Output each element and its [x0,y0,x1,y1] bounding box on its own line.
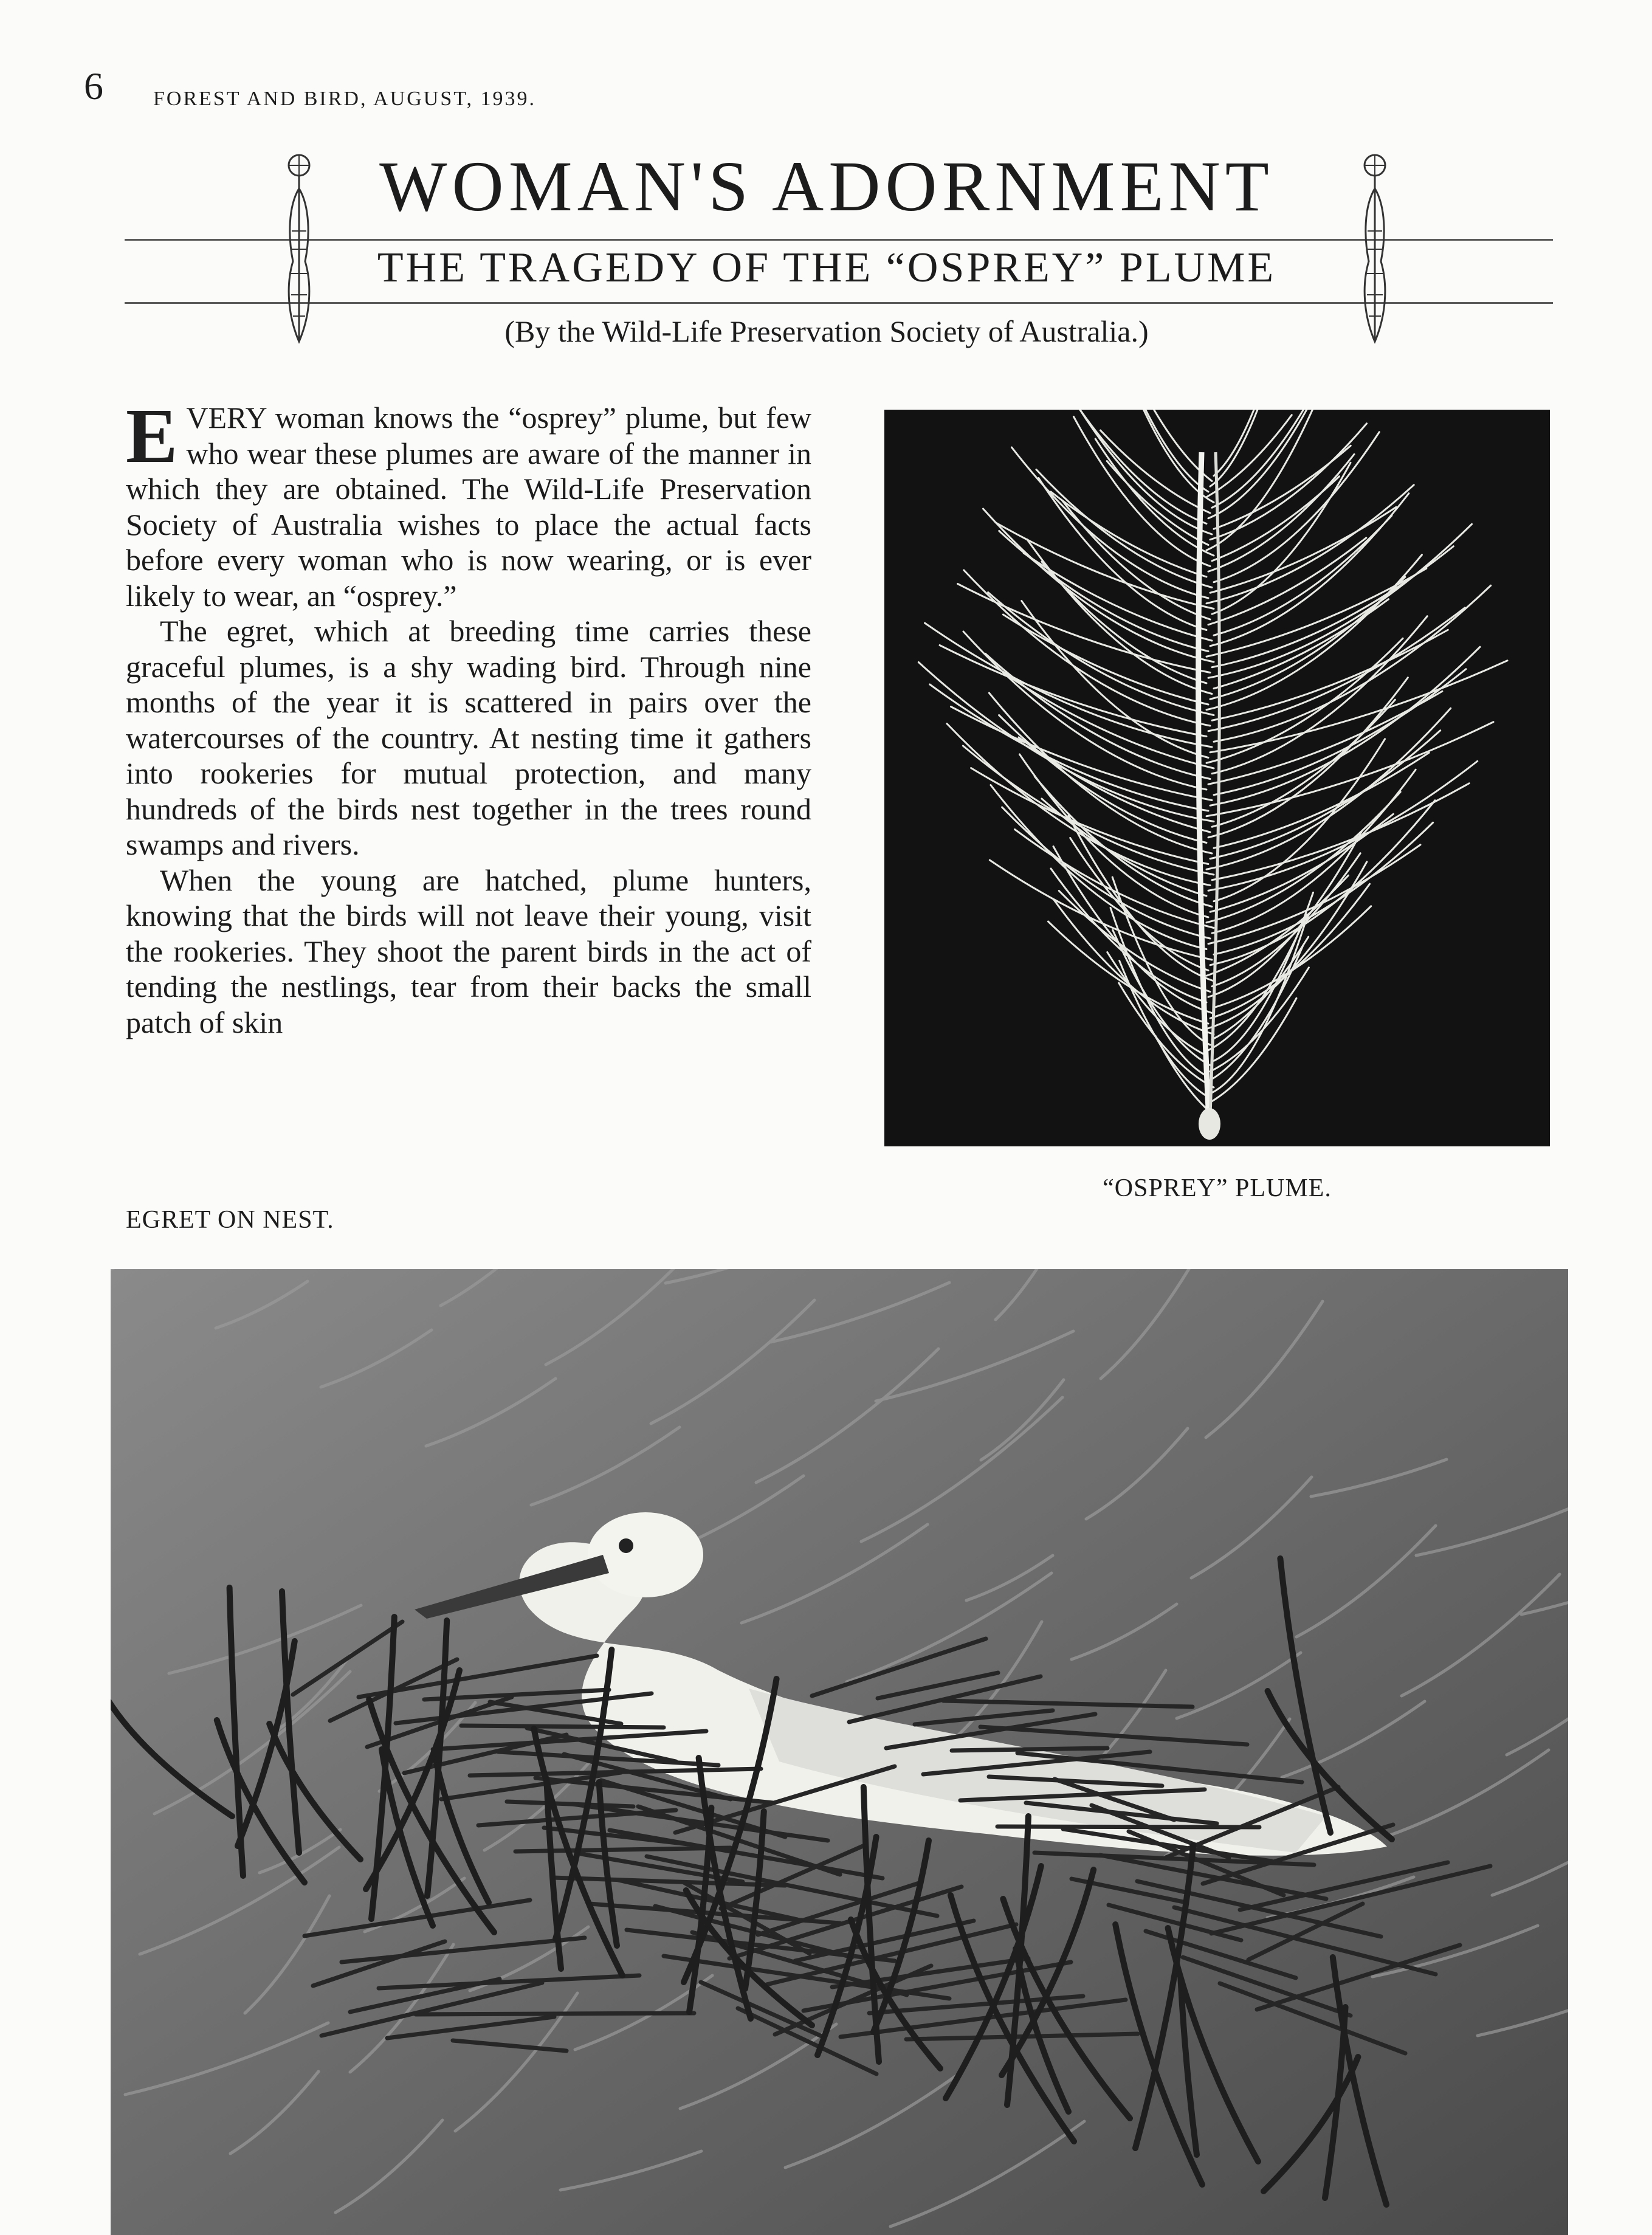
article-title: WOMAN'S ADORNMENT [379,146,1274,226]
page-number: 6 [84,64,103,108]
paragraph-3: When the young are hatched, plume hunters, knowing that the birds will not leave their young, visit the rookeries. They shoot the parent birds in the act of tending the nestlings, tear from their backs the small patch of skin [126,863,811,1039]
running-head: FOREST AND BIRD, AUGUST, 1939. [153,88,536,110]
paragraph-1-text: VERY woman knows the “osprey” plume, but few who wear these plumes are aware of the manner in which they are obtained. The Wild-Life Preservation Society of Australia wishes to place the actual facts before every woman who is now wearing, or is ever likely to wear, an “osprey.” [126,401,811,613]
article-subtitle: THE TRAGEDY OF THE “OSPREY” PLUME [328,247,1325,289]
osprey-plume-photo [884,410,1550,1146]
paragraph-2: The egret, which at breeding time carries these graceful plumes, is a shy wading bird. Through nine months of the year it is scattered in pairs over the watercourses of the country. At nesting time it gathers into rookeries for mutual protection, and many hundreds of the birds nest together in the trees round swamps and rivers. [126,614,811,861]
article-body [126,393,811,1040]
article-byline: (By the Wild-Life Preservation Society of Australia.) [504,314,1149,348]
nest-twig [952,1748,1107,1751]
egret-caption: EGRET ON NEST. [126,1206,334,1234]
paragraph-1 [126,393,811,613]
egret-on-nest-photo [111,1269,1568,2235]
nest-twig [461,1726,664,1727]
left-ornament-icon [275,152,323,346]
right-ornament-icon [1351,152,1399,346]
header-rule-bottom [125,302,1553,304]
nest-twig [416,2013,694,2014]
drop-cap: E [126,393,178,479]
header-rule-top [125,239,1553,241]
plume-caption: “OSPREY” PLUME. [1103,1174,1332,1202]
